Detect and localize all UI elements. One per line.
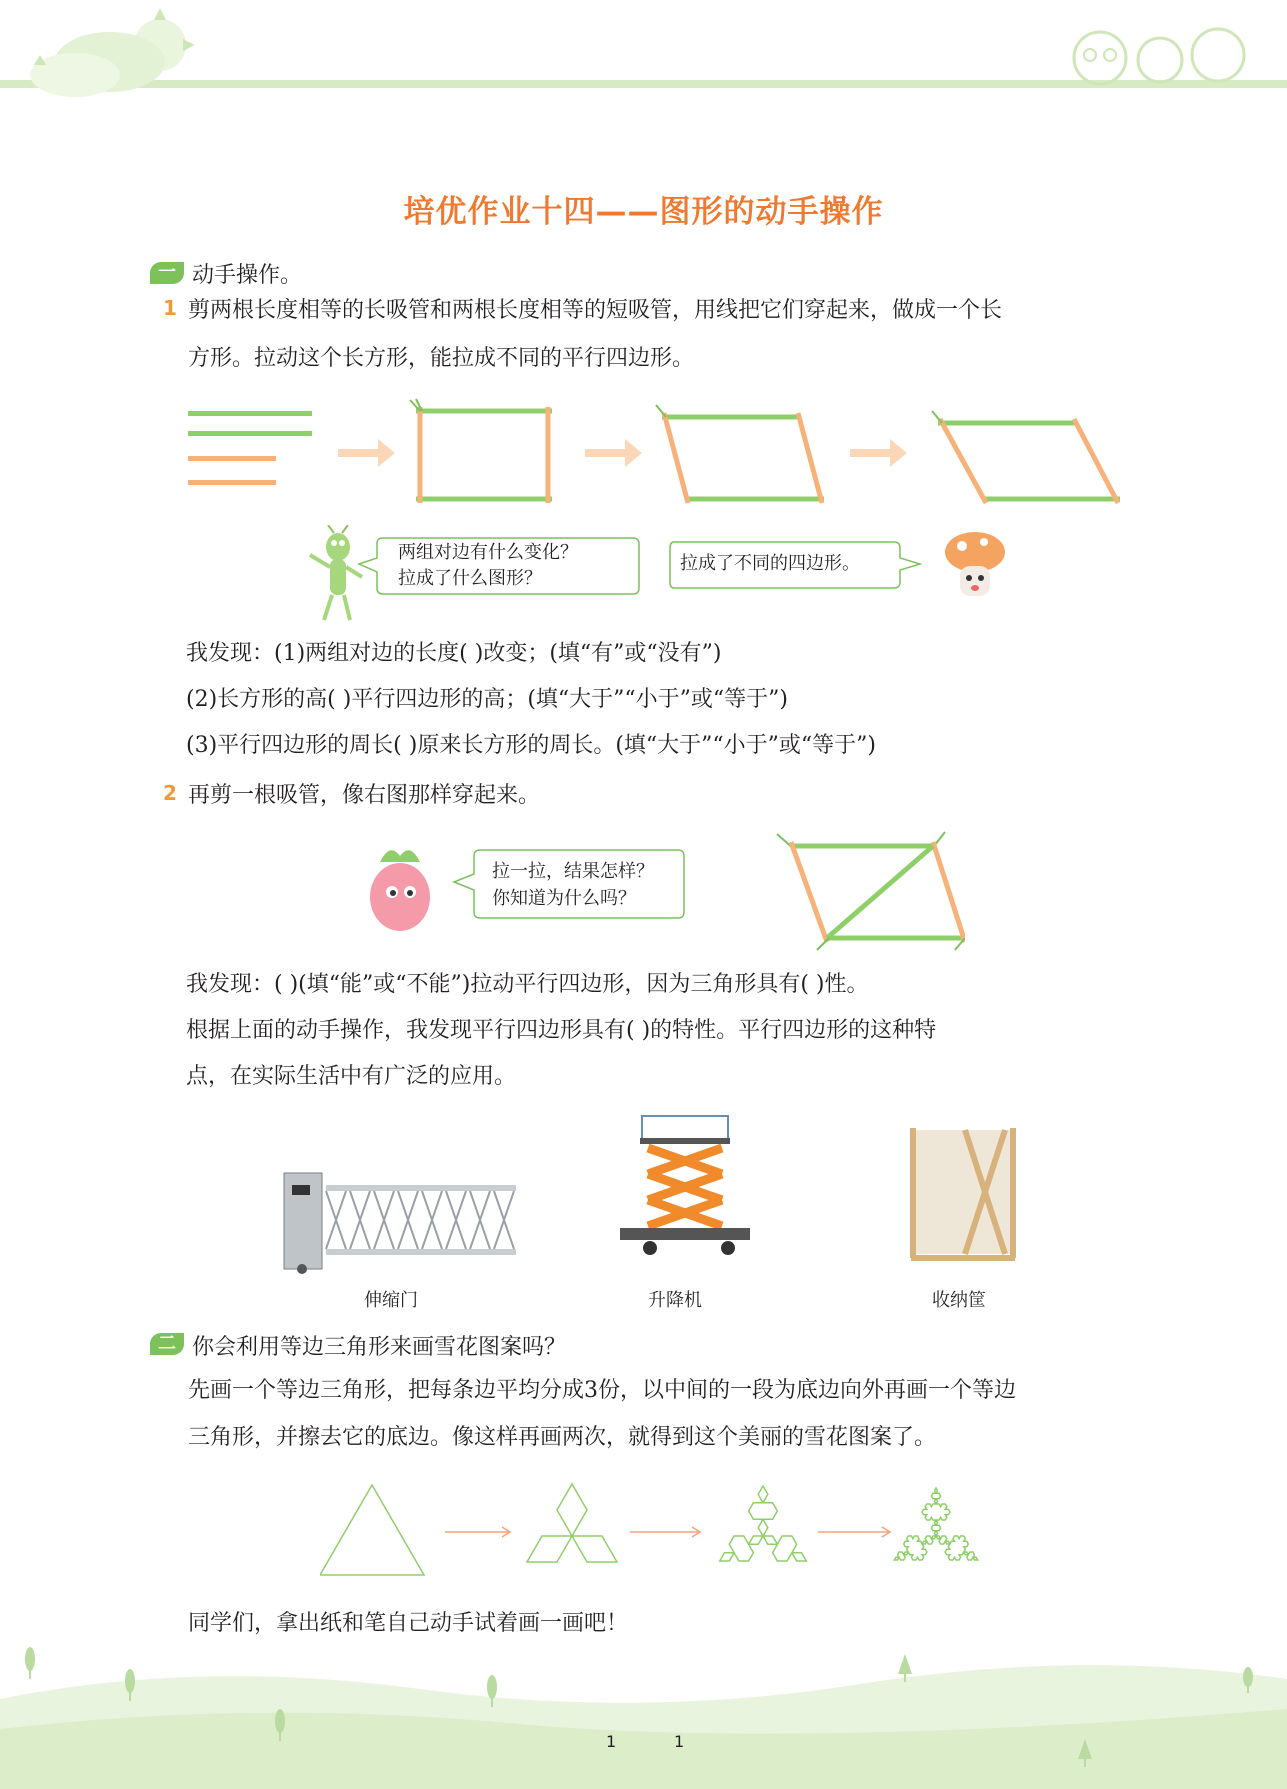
section2-line1: 先画一个等边三角形，把每条边平均分成3份，以中间的一段为底边向外再画一个等边: [188, 1378, 1016, 1403]
q2-find-1: 我发现：( )(填“能”或“不能”)拉动平行四边形，因为三角形具有( )性。: [186, 972, 869, 997]
rectangle-shape-icon: [410, 399, 552, 503]
section-heading-2: 你会利用等边三角形来画雪花图案吗？: [192, 1335, 567, 1360]
koch-snowflake-sequence: [320, 1470, 1000, 1600]
question-number-2: 2: [163, 781, 177, 805]
snowflake-step-0-icon: [320, 1485, 424, 1575]
page-number-1: 1: [606, 1732, 617, 1751]
q1-text-line1: 剪两根长度相等的长吸管和两根长度相等的短吸管，用线把它们穿起来，做成一个长: [188, 298, 1003, 323]
bubble-q2-line2: 你知道为什么吗？: [492, 888, 636, 909]
section-badge-1: 一: [150, 262, 184, 284]
snowflake-step-3-icon: [894, 1488, 977, 1560]
snowflake-step-2-icon: [720, 1486, 807, 1561]
bubble-right-text: 拉成了不同的四边形。: [680, 553, 860, 574]
caption-scissor-lift: 升降机: [648, 1290, 702, 1311]
q1-find-3: (3)平行四边形的周长( )原来长方形的周长。(填“大于”“小于”或“等于”): [186, 733, 876, 758]
scissor-lift-image: [600, 1112, 770, 1272]
straw-rectangle-figure: [0, 395, 1287, 515]
section2-line2: 三角形，并擦去它的底边。像这样再画两次，就得到这个美丽的雪花图案了。: [188, 1425, 937, 1450]
page-number-2: 1: [674, 1732, 685, 1751]
mushroom-character-icon: [940, 528, 1010, 608]
q1-find-1: 我发现：(1)两组对边的长度( )改变；(填“有”或“没有”): [186, 641, 722, 666]
storage-basket-image: [905, 1118, 1025, 1268]
q2-text-line1: 再剪一根吸管，像右图那样穿起来。: [188, 783, 541, 808]
snowflake-step-1-icon: [527, 1484, 617, 1562]
bubble-q2-line1: 拉一拉，结果怎样？: [492, 861, 654, 882]
q1-text-line2: 方形。拉动这个长方形，能拉成不同的平行四边形。: [188, 346, 695, 371]
section-badge-2: 二: [150, 1333, 184, 1355]
caption-storage-basket: 收纳筐: [932, 1290, 986, 1311]
arrow-icon: [338, 439, 395, 467]
arrow-icon: [850, 439, 907, 467]
q2-find-3: 点，在实际生活中有广泛的应用。: [186, 1064, 517, 1089]
q1-find-2: (2)长方形的高( )平行四边形的高；(填“大于”“小于”或“等于”): [186, 687, 788, 712]
arrow-icon: [585, 439, 642, 467]
straws-icon: [188, 411, 312, 485]
parallelogram-diagonal-icon: [765, 828, 965, 958]
closing-text: 同学们，拿出纸和笔自己动手试着画一画吧！: [188, 1611, 629, 1636]
page-title: 培优作业十四——图形的动手操作: [403, 194, 884, 230]
header-decoration: [0, 0, 1287, 110]
telescopic-gate-image: [282, 1165, 522, 1275]
question-number-1: 1: [163, 296, 177, 320]
bubble-left-line1: 两组对边有什么变化？: [398, 542, 578, 563]
radish-character-icon: [360, 842, 440, 937]
bubble-left-line2: 拉成了什么图形？: [398, 568, 542, 589]
section-heading-1: 动手操作。: [192, 263, 303, 288]
parallelogram-flat-shape-icon: [932, 411, 1120, 503]
q2-find-2: 根据上面的动手操作，我发现平行四边形具有( )的特性。平行四边形的这种特: [186, 1018, 937, 1043]
caption-telescopic-gate: 伸缩门: [364, 1290, 418, 1311]
parallelogram-shape-icon: [656, 405, 824, 503]
footer-hills-decoration: [0, 1629, 1287, 1789]
